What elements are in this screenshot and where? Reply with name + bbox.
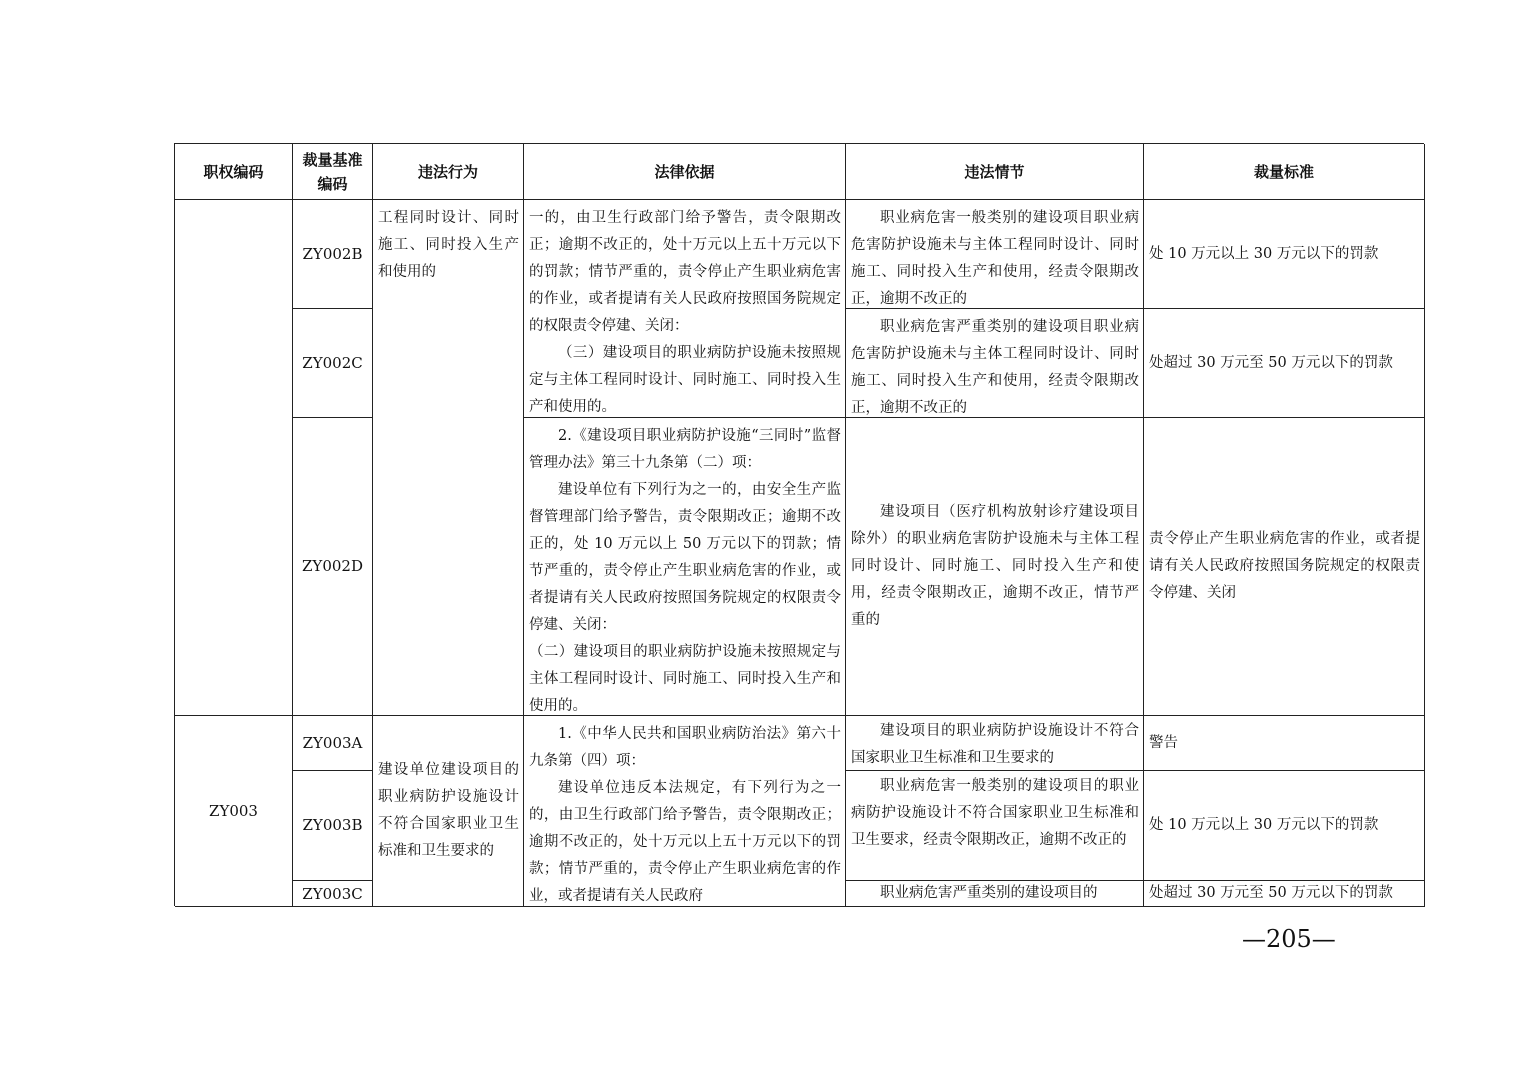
circumstance-zy002d — [846, 418, 1144, 716]
page-number: —205— — [1242, 925, 1336, 953]
legal-basis-paragraph: 1.《中华人民共和国职业病防治法》第六十九条第（四）项： — [529, 726, 841, 769]
legal-basis-paragraph: 一的，由卫生行政部门给予警告，责令限期改正；逾期不改正的，处十万元以上五十万元以下的罚款；情节严重的，责令停止产生职业病危害的作业，或者提请有关人民政府按照国务院规定的权限责令停建、关闭： — [529, 210, 841, 334]
standard-text: 处 10 万元以上 30 万元以下的罚款 — [1149, 817, 1379, 833]
legal-basis-paragraph: 建设单位有下列行为之一的，由安全生产监督管理部门给予警告，责令限期改正；逾期不改正的，处 10 万元以上 50 万元以下的罚款；情节严重的，责令停止产生职业病危害的作业，或者提请有关人民政府按照国务院规定的权限责令停建、关闭： — [529, 482, 841, 633]
header-standard: 裁量标准 — [1144, 144, 1425, 200]
code-zy002c: ZY002C — [293, 309, 373, 418]
violation-text: 建设单位建设项目的职业病防护设施设计不符合国家职业卫生标准和卫生要求的 — [378, 762, 519, 859]
standard-zy002c — [1144, 309, 1425, 418]
legal-basis-cell-zy002-b — [524, 418, 846, 716]
header-violation: 违法行为 — [373, 144, 524, 200]
circumstance-text: 建设项目（医疗机构放射诊疗建设项目除外）的职业病危害防护设施未与主体工程同时设计、同时施工、同时投入生产和使用，经责令限期改正，逾期不改正，情节严重的 — [851, 504, 1139, 628]
violation-cell-zy003 — [373, 716, 524, 907]
power-code-cell-empty — [175, 200, 293, 716]
circumstance-zy003b: 职业病危害一般类别的建设项目的职业病防护设施设计不符合国家职业卫生标准和卫生要求，经责令限期改正，逾期不改正的 — [846, 771, 1144, 881]
circumstance-zy002c: 职业病危害严重类别的建设项目职业病危害防护设施未与主体工程同时设计、同时施工、同时投入生产和使用，经责令限期改正，逾期不改正的 — [846, 309, 1144, 418]
code-zy003c: ZY003C — [293, 881, 373, 907]
code-zy003b: ZY003B — [293, 771, 373, 881]
code-zy002b: ZY002B — [293, 200, 373, 309]
violation-text: 工程同时设计、同时施工、同时投入生产和使用的 — [378, 210, 519, 280]
legal-basis-paragraph: 建设单位违反本法规定，有下列行为之一的，由卫生行政部门给予警告，责令限期改正；逾期不改正的，处十万元以上五十万元以下的罚款；情节严重的，责令停止产生职业病危害的作业，或者提请有关人民政府 — [529, 780, 841, 904]
header-legal-basis: 法律依据 — [524, 144, 846, 200]
circumstance-zy003a: 建设项目的职业病防护设施设计不符合国家职业卫生标准和卫生要求的 — [846, 716, 1144, 771]
standard-zy002d — [1144, 418, 1425, 716]
circumstance-zy003c: 职业病危害严重类别的建设项目的 — [846, 881, 1144, 907]
standard-text: 责令停止产生职业病危害的作业，或者提请有关人民政府按照国务院规定的权限责令停建、关闭 — [1149, 531, 1420, 601]
legal-basis-paragraph: （二）建设项目的职业病防护设施未按照规定与主体工程同时设计、同时施工、同时投入生产和使用的。 — [529, 644, 841, 714]
header-standard-code — [293, 144, 373, 200]
header-standard-code-line1: 裁量基准 — [302, 150, 363, 169]
standard-text: 警告 — [1149, 734, 1178, 751]
violation-cell-zy002 — [373, 200, 524, 716]
standard-text: 处超过 30 万元至 50 万元以下的罚款 — [1149, 354, 1393, 371]
header-circumstance: 违法情节 — [846, 144, 1144, 200]
legal-basis-paragraph: 2.《建设项目职业病防护设施“三同时”监督管理办法》第三十九条第（二）项： — [529, 428, 841, 471]
legal-basis-cell-zy003 — [524, 716, 846, 907]
standard-text: 处 10 万元以上 30 万元以下的罚款 — [1149, 245, 1379, 262]
power-code-zy003: ZY003 — [175, 716, 293, 907]
legal-basis-cell-zy002-a — [524, 200, 846, 418]
standard-zy003b — [1144, 771, 1425, 881]
standard-zy003a — [1144, 716, 1425, 771]
header-standard-code-line2: 编码 — [317, 174, 348, 193]
discretion-standard-table — [174, 143, 1424, 906]
standard-zy002b — [1144, 200, 1425, 309]
legal-basis-paragraph: （三）建设项目的职业病防护设施未按照规定与主体工程同时设计、同时施工、同时投入生产和使用的。 — [529, 345, 841, 415]
standard-zy003c: 处超过 30 万元至 50 万元以下的罚款 — [1144, 881, 1425, 907]
code-zy003a: ZY003A — [293, 716, 373, 771]
circumstance-zy002b: 职业病危害一般类别的建设项目职业病危害防护设施未与主体工程同时设计、同时施工、同时投入生产和使用，经责令限期改正，逾期不改正的 — [846, 200, 1144, 309]
code-zy002d: ZY002D — [293, 418, 373, 716]
header-power-code: 职权编码 — [175, 144, 293, 200]
